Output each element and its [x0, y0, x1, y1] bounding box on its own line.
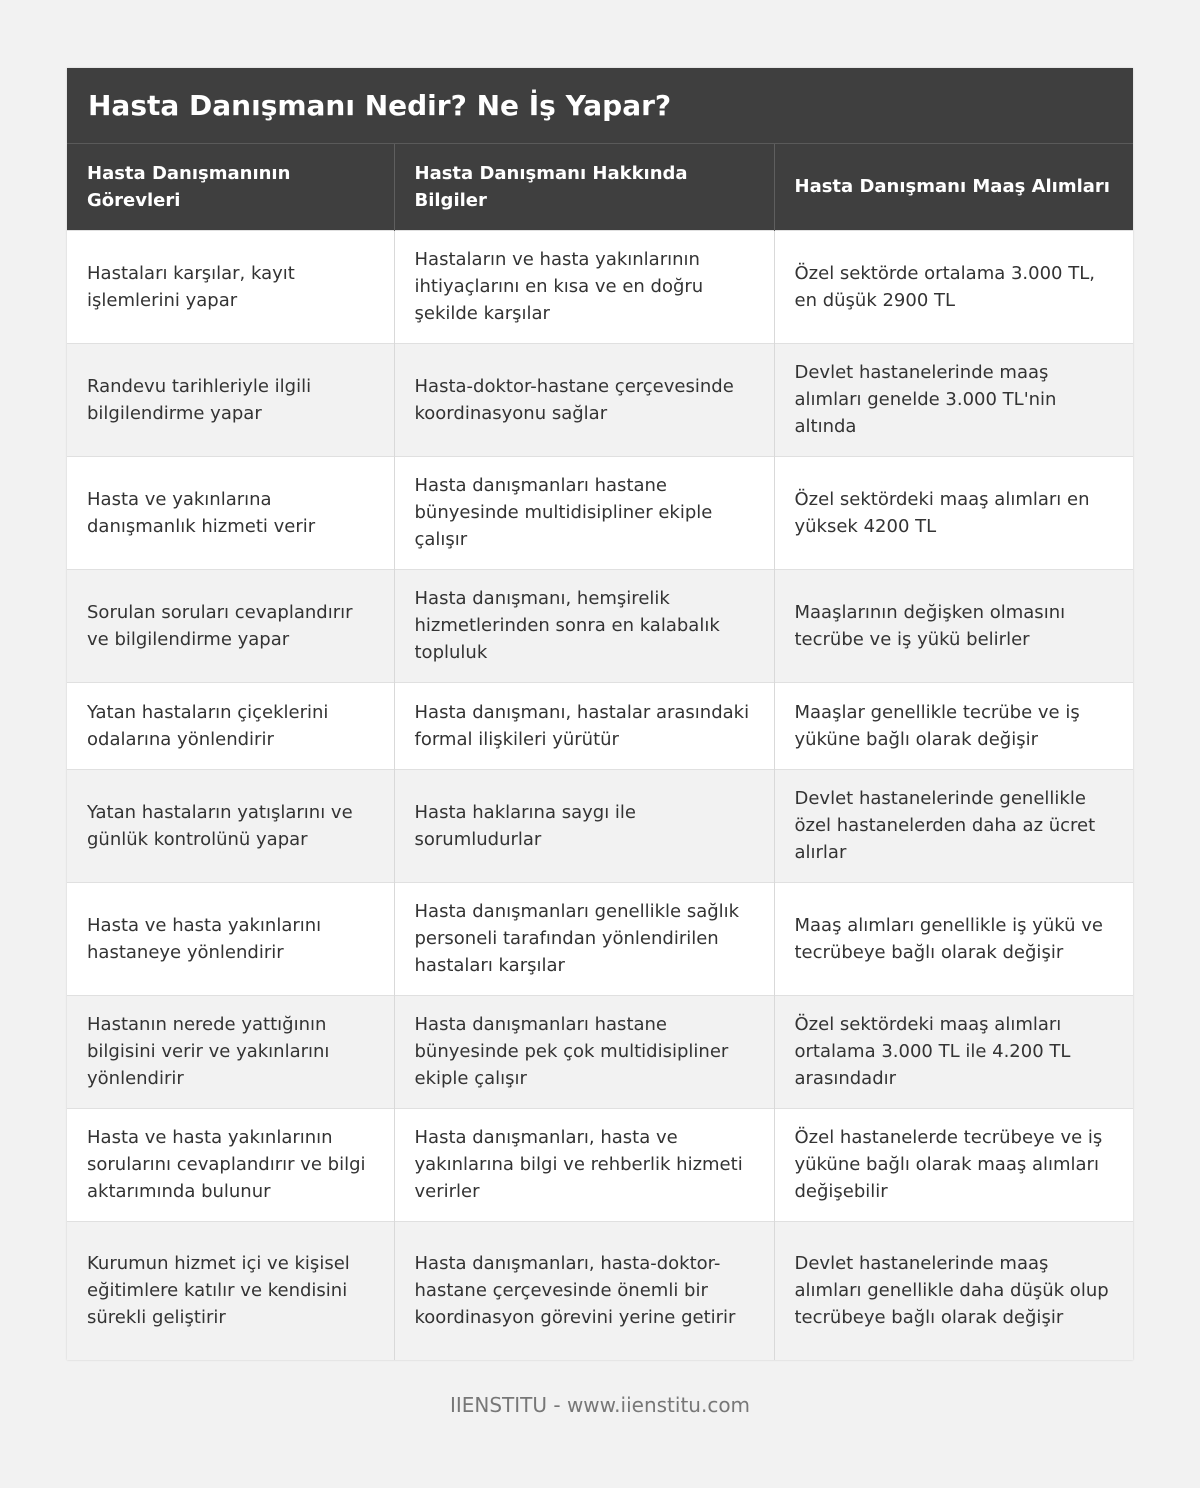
info-table-card — [67, 68, 1133, 1360]
table-row — [67, 569, 1133, 682]
table-cell: Maaşlar genellikle tecrübe ve iş yüküne bağlı olarak değişir — [774, 682, 1133, 769]
table-cell: Özel sektördeki maaş alımları en yüksek 4200 TL — [774, 456, 1133, 569]
table-cell: Hasta ve hasta yakınlarının sorularını cevaplandırır ve bilgi aktarımında bulunur — [67, 1108, 394, 1221]
table-cell: Hasta ve hasta yakınlarını hastaneye yönlendirir — [67, 882, 394, 995]
column-header-info: Hasta Danışmanı Hakkında Bilgiler — [394, 144, 774, 230]
table-cell: Özel sektördeki maaş alımları ortalama 3.000 TL ile 4.200 TL arasındadır — [774, 995, 1133, 1108]
table-row — [67, 1221, 1133, 1360]
table-cell: Hastaları karşılar, kayıt işlemlerini yapar — [67, 230, 394, 343]
table-cell: Randevu tarihleriyle ilgili bilgilendirme yapar — [67, 343, 394, 456]
table-row — [67, 230, 1133, 343]
table-row — [67, 882, 1133, 995]
column-header-salary: Hasta Danışmanı Maaş Alımları — [794, 176, 1110, 198]
table-row — [67, 682, 1133, 769]
table-row — [67, 343, 1133, 456]
table-cell: Hasta danışmanları, hasta-doktor-hastane çerçevesinde önemli bir koordinasyon görevini yerine getirir — [394, 1221, 774, 1360]
table-cell: Yatan hastaların çiçeklerini odalarına yönlendirir — [67, 682, 394, 769]
table-cell: Devlet hastanelerinde maaş alımları genelde 3.000 TL'nin altında — [774, 343, 1133, 456]
table-cell: Hasta ve yakınlarına danışmanlık hizmeti verir — [67, 456, 394, 569]
table-cell: Yatan hastaların yatışlarını ve günlük kontrolünü yapar — [67, 769, 394, 882]
table-cell: Kurumun hizmet içi ve kişisel eğitimlere katılır ve kendisini sürekli geliştirir — [67, 1221, 394, 1360]
table-cell: Hastanın nerede yattığının bilgisini verir ve yakınlarını yönlendirir — [67, 995, 394, 1108]
footer-credit: IIENSTITU - www.iienstitu.com — [449, 1393, 751, 1417]
table-cell: Özel hastanelerde tecrübeye ve iş yüküne bağlı olarak maaş alımları değişebilir — [774, 1108, 1133, 1221]
table-row — [67, 1108, 1133, 1221]
title-bar — [67, 68, 1133, 144]
table-cell: Maaş alımları genellikle iş yükü ve tecrübeye bağlı olarak değişir — [774, 882, 1133, 995]
table-row — [67, 769, 1133, 882]
table-cell: Hasta danışmanları genellikle sağlık personeli tarafından yönlendirilen hastaları karşılar — [394, 882, 774, 995]
column-header-duties: Hasta Danışmanının Görevleri — [67, 144, 394, 230]
table-cell: Hasta danışmanları hastane bünyesinde pek çok multidisipliner ekiple çalışır — [394, 995, 774, 1108]
table-cell: Devlet hastanelerinde maaş alımları genellikle daha düşük olup tecrübeye bağlı olarak değişir — [774, 1221, 1133, 1360]
table-cell: Özel sektörde ortalama 3.000 TL, en düşük 2900 TL — [774, 230, 1133, 343]
table-cell: Hasta-doktor-hastane çerçevesinde koordinasyonu sağlar — [394, 343, 774, 456]
table-cell: Devlet hastanelerinde genellikle özel hastanelerden daha az ücret alırlar — [774, 769, 1133, 882]
table-cell: Hastaların ve hasta yakınlarının ihtiyaçlarını en kısa ve en doğru şekilde karşılar — [394, 230, 774, 343]
table-cell: Sorulan soruları cevaplandırır ve bilgilendirme yapar — [67, 569, 394, 682]
table-cell: Hasta danışmanları hastane bünyesinde multidisipliner ekiple çalışır — [394, 456, 774, 569]
table-cell: Maaşlarının değişken olmasını tecrübe ve iş yükü belirler — [774, 569, 1133, 682]
table-cell: Hasta danışmanı, hemşirelik hizmetlerinden sonra en kalabalık topluluk — [394, 569, 774, 682]
table-row — [67, 995, 1133, 1108]
table-header-row — [67, 144, 1133, 230]
table-cell: Hasta haklarına saygı ile sorumludurlar — [394, 769, 774, 882]
page-title: Hasta Danışmanı Nedir? Ne İş Yapar? — [88, 89, 672, 122]
table-cell: Hasta danışmanı, hastalar arasındaki formal ilişkileri yürütür — [394, 682, 774, 769]
info-table — [67, 144, 1133, 1360]
table-cell: Hasta danışmanları, hasta ve yakınlarına bilgi ve rehberlik hizmeti verirler — [394, 1108, 774, 1221]
table-row — [67, 456, 1133, 569]
